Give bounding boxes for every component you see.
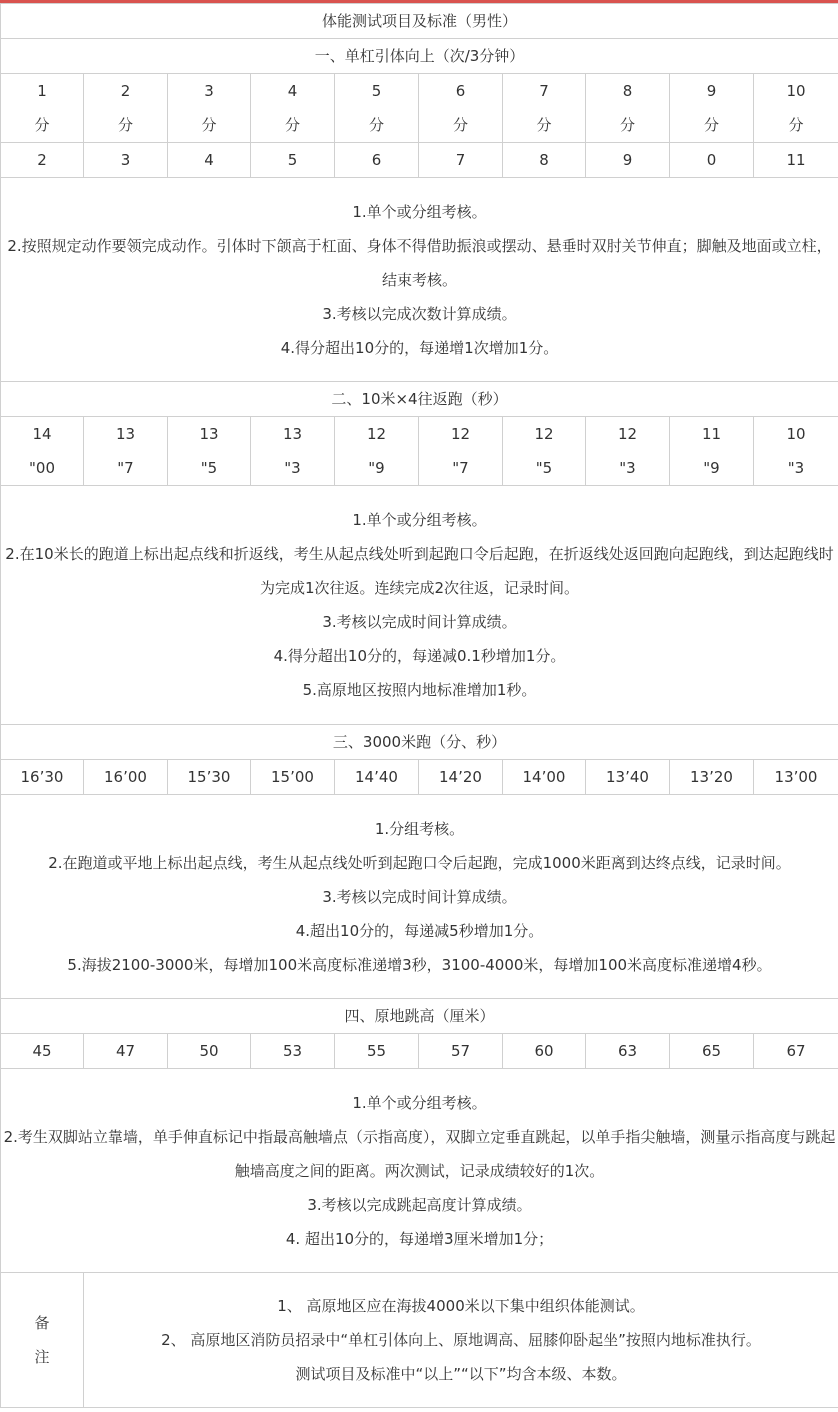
value-cell: 2: [1, 143, 84, 178]
remarks-label-line: 备: [34, 1314, 50, 1332]
note-line: 4.得分超出10分的，每递减0.1秒增加1分。: [273, 647, 566, 665]
remarks-label-line: 注: [34, 1348, 50, 1366]
score-cell: 1 分: [1, 74, 84, 143]
note-line: 2.在跑道或平地上标出起点线，考生从起点线处听到起跑口令后起跑，完成1000米距离到达终点线，记录时间。: [48, 853, 791, 872]
remark-line: 1、 高原地区应在海拔4000米以下集中组织体能测试。: [277, 1297, 645, 1315]
note-line: 4.超出10分的，每递减5秒增加1分。: [295, 921, 544, 940]
note-line: 1.分组考核。: [374, 819, 465, 838]
section-3-notes: [1, 795, 838, 999]
note-line: 4. 超出10分的，每递增3厘米增加1分；: [285, 1229, 554, 1248]
value-cell: 55: [335, 1034, 419, 1069]
fitness-standards-table: [0, 3, 838, 1408]
section-1-score-row: [1, 74, 838, 143]
score-cell: 4 分: [251, 74, 335, 143]
note-line: 5.海拔2100-3000米，每增加100米高度标准递增3秒，3100-4000米，每增加100米高度标准递增4秒。: [67, 955, 772, 974]
remarks-label: [1, 1273, 84, 1408]
remarks-text: [84, 1273, 838, 1408]
section-4-value-row: [1, 1034, 838, 1069]
score-cell: 7 分: [503, 74, 586, 143]
value-cell: 14’40: [335, 760, 419, 795]
score-cell: 2 分: [84, 74, 168, 143]
note-line: 2.在10米长的跑道上标出起点线和折返线，考生从起点线处听到起跑口令后起跑，在折返线处返回跑向起跑线，到达起跑线时为完成1次往返。连续完成2次往返，记录时间。: [5, 545, 834, 597]
score-cell: 9 分: [670, 74, 754, 143]
value-cell: 15’00: [251, 760, 335, 795]
value-cell: 16’00: [84, 760, 168, 795]
value-cell: 57: [419, 1034, 503, 1069]
score-cell: 6 分: [419, 74, 503, 143]
value-cell: 4: [168, 143, 251, 178]
value-cell: 11: [754, 143, 838, 178]
value-cell: 12 "5: [503, 417, 586, 486]
value-cell: 45: [1, 1034, 84, 1069]
value-cell: 6: [335, 143, 419, 178]
value-cell: 14’20: [419, 760, 503, 795]
value-cell: 67: [754, 1034, 838, 1069]
note-line: 3.考核以完成次数计算成绩。: [322, 304, 517, 323]
value-cell: 13’20: [670, 760, 754, 795]
value-cell: 14 "00: [1, 417, 84, 486]
score-cell: 3 分: [168, 74, 251, 143]
value-cell: 10 "3: [754, 417, 838, 486]
value-cell: 12 "7: [419, 417, 503, 486]
note-line: 2.按照规定动作要领完成动作。引体时下颌高于杠面、身体不得借助振浪或摆动、悬垂时双肘关节伸直；脚触及地面或立柱，结束考核。: [7, 236, 832, 289]
section-1-value-row: [1, 143, 838, 178]
value-cell: 8: [503, 143, 586, 178]
note-line: 2.考生双脚站立靠墙，单手伸直标记中指最高触墙点（示指高度），双脚立定垂直跳起，以单手指尖触墙，测量示指高度与跳起触墙高度之间的距离。两次测试，记录成绩较好的1次。: [3, 1127, 836, 1180]
section-3-header: 三、3000米跑（分、秒）: [1, 725, 838, 760]
note-line: 3.考核以完成时间计算成绩。: [322, 613, 517, 631]
value-cell: 50: [168, 1034, 251, 1069]
value-cell: 14’00: [503, 760, 586, 795]
note-line: 3.考核以完成时间计算成绩。: [322, 887, 517, 906]
score-cell: 5 分: [335, 74, 419, 143]
value-cell: 11 "9: [670, 417, 754, 486]
note-line: 5.高原地区按照内地标准增加1秒。: [302, 681, 537, 699]
value-cell: 16’30: [1, 760, 84, 795]
section-2-notes: [1, 486, 838, 725]
value-cell: 0: [670, 143, 754, 178]
section-2-value-row: [1, 417, 838, 486]
remark-line: 测试项目及标准中“以上”“以下”均含本级、本数。: [295, 1365, 627, 1383]
section-2-header: 二、10米×4往返跑（秒）: [1, 382, 838, 417]
value-cell: 9: [586, 143, 670, 178]
value-cell: 7: [419, 143, 503, 178]
note-line: 1.单个或分组考核。: [352, 511, 487, 529]
value-cell: 13’00: [754, 760, 838, 795]
section-4-header: 四、原地跳高（厘米）: [1, 999, 838, 1034]
value-cell: 12 "9: [335, 417, 419, 486]
section-1-notes: [1, 178, 838, 382]
remark-line: 2、 高原地区消防员招录中“单杠引体向上、原地调高、屈膝仰卧起坐”按照内地标准执行。: [161, 1331, 761, 1349]
value-cell: 5: [251, 143, 335, 178]
section-3-value-row: [1, 760, 838, 795]
table-title: 体能测试项目及标准（男性）: [1, 4, 838, 39]
note-line: 3.考核以完成跳起高度计算成绩。: [307, 1195, 532, 1214]
section-4-notes: [1, 1069, 838, 1273]
note-line: 4.得分超出10分的，每递增1次增加1分。: [280, 338, 559, 357]
value-cell: 65: [670, 1034, 754, 1069]
score-cell: 10 分: [754, 74, 838, 143]
value-cell: 53: [251, 1034, 335, 1069]
value-cell: 13 "3: [251, 417, 335, 486]
value-cell: 13 "7: [84, 417, 168, 486]
note-line: 1.单个或分组考核。: [352, 1093, 487, 1112]
note-line: 1.单个或分组考核。: [352, 202, 487, 221]
value-cell: 12 "3: [586, 417, 670, 486]
value-cell: 15’30: [168, 760, 251, 795]
value-cell: 60: [503, 1034, 586, 1069]
value-cell: 3: [84, 143, 168, 178]
value-cell: 13 "5: [168, 417, 251, 486]
value-cell: 47: [84, 1034, 168, 1069]
value-cell: 63: [586, 1034, 670, 1069]
value-cell: 13’40: [586, 760, 670, 795]
section-1-header: 一、单杠引体向上（次/3分钟）: [1, 39, 838, 74]
score-cell: 8 分: [586, 74, 670, 143]
